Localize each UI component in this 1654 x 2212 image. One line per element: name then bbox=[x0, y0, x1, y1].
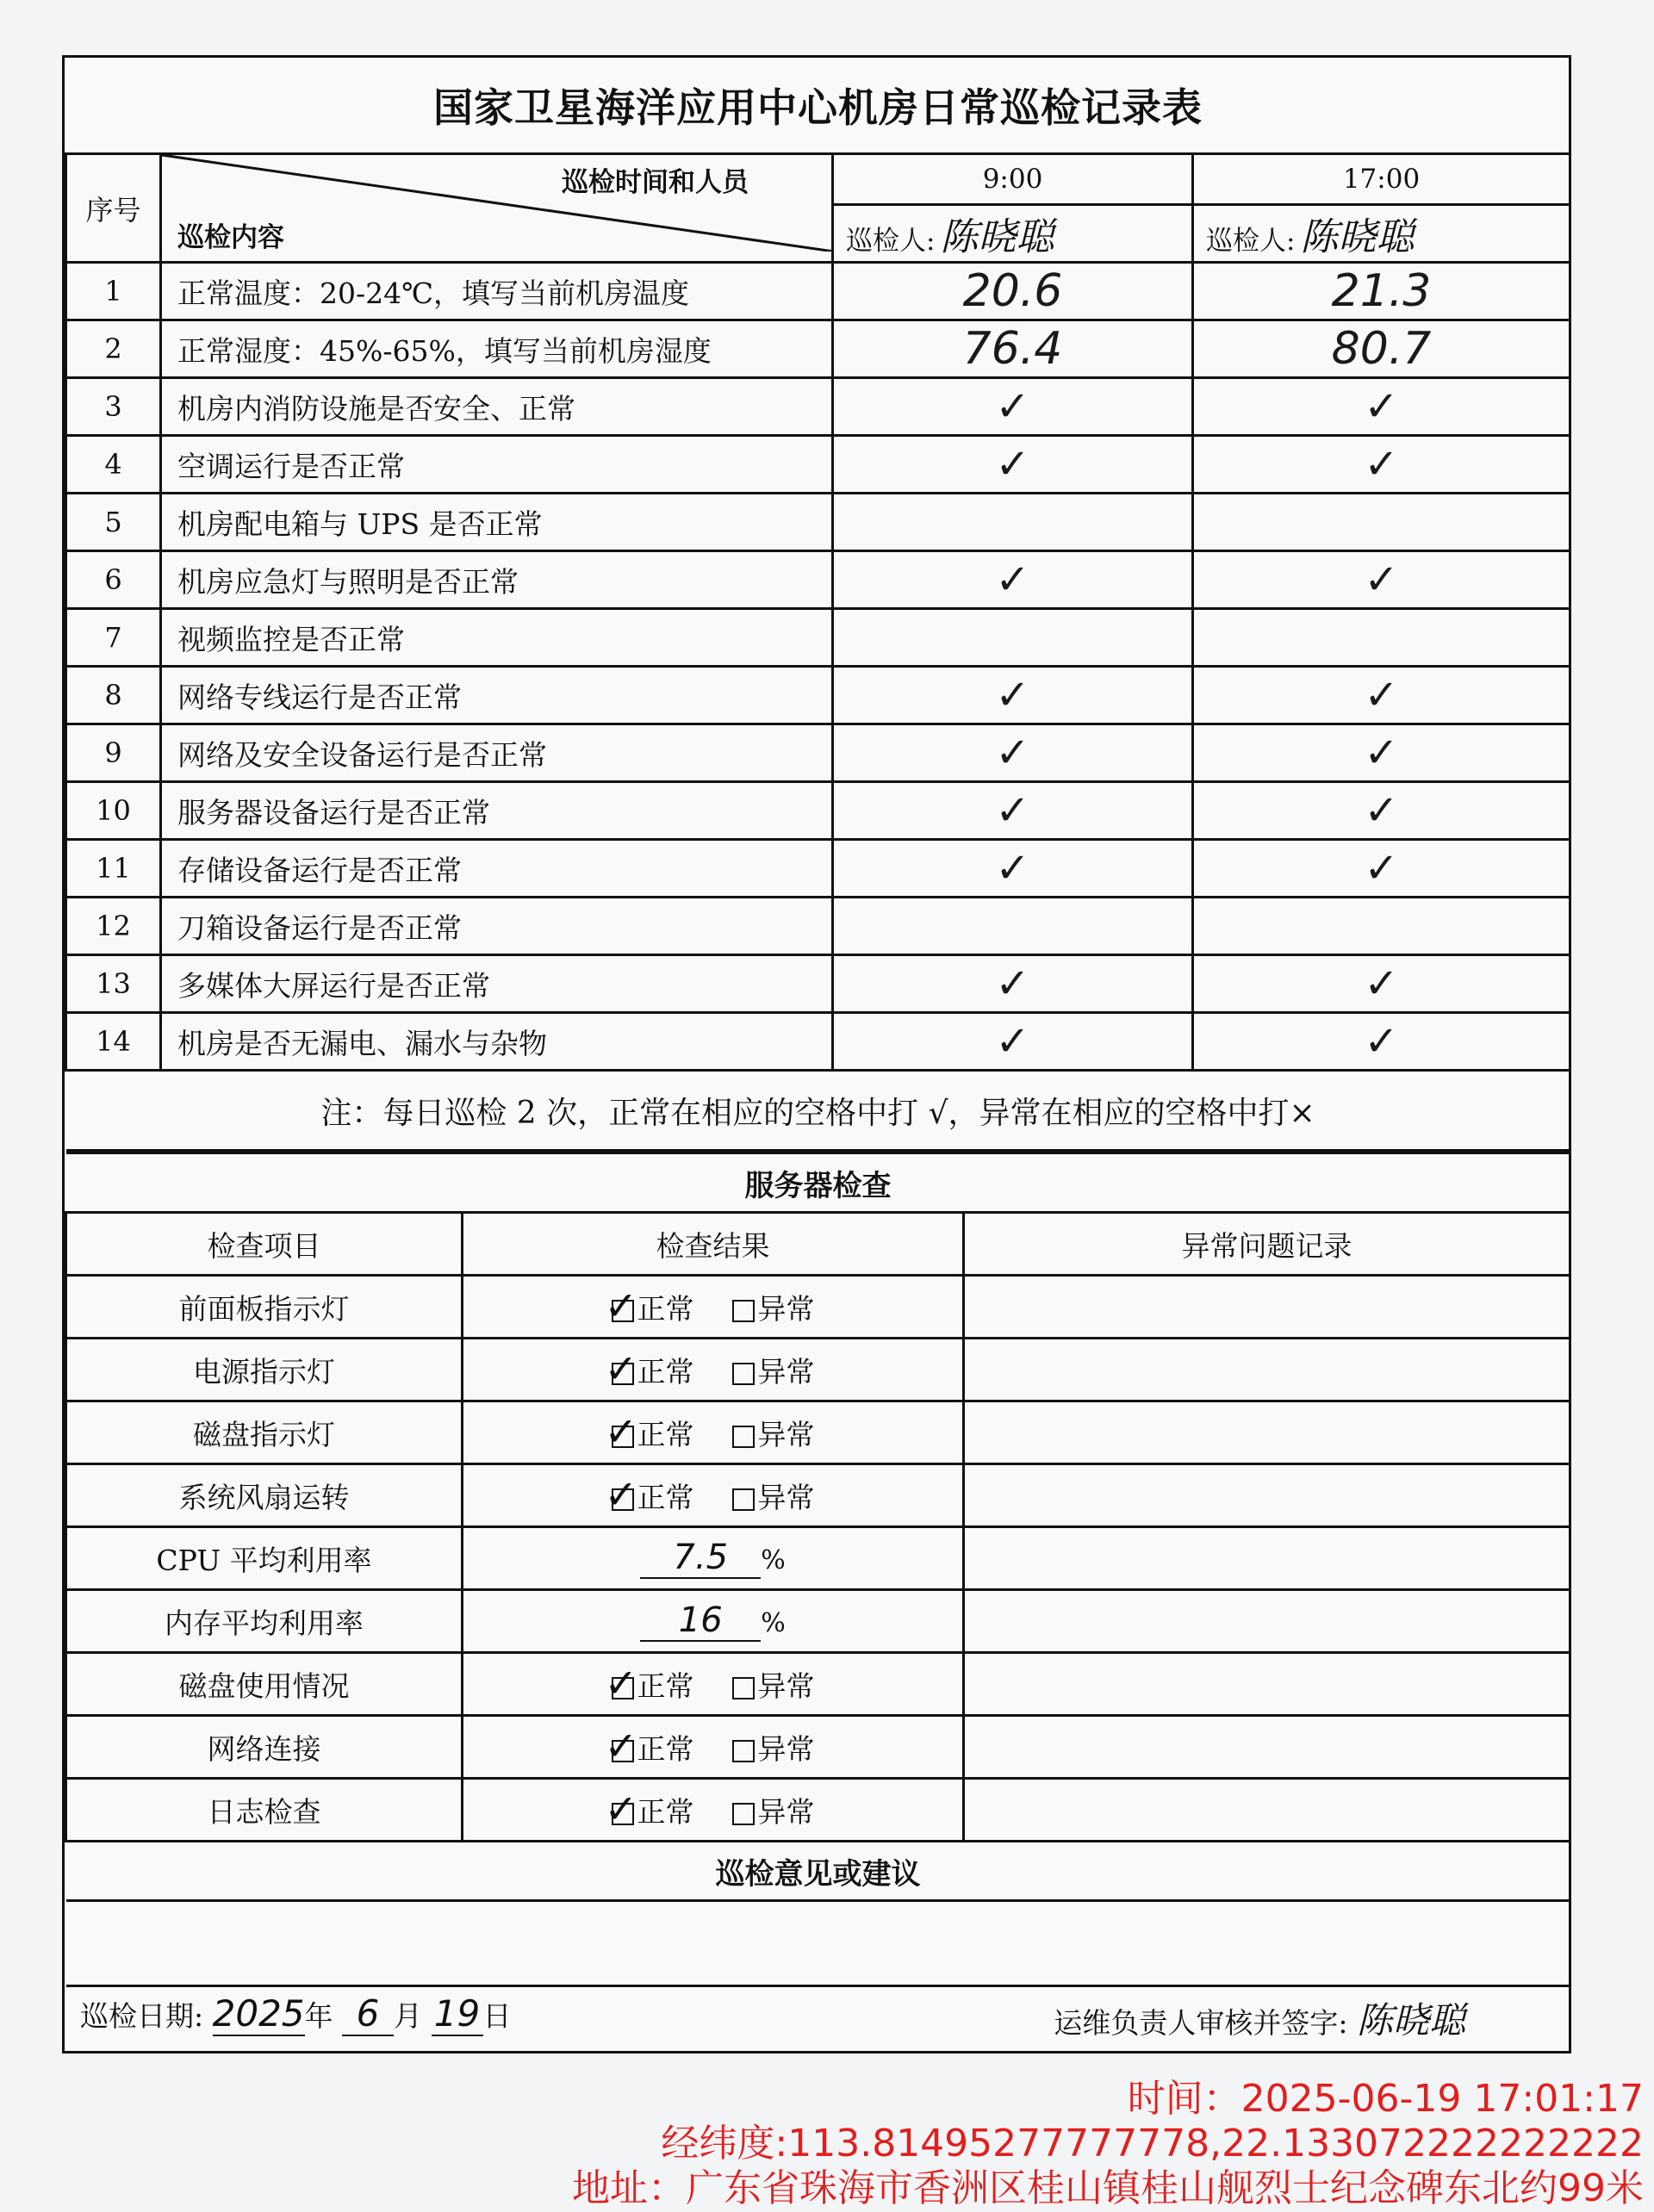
inspector-pm bbox=[1193, 205, 1570, 263]
issue-record-field[interactable] bbox=[964, 1779, 1570, 1842]
check-pm-cell[interactable]: ✓ bbox=[1193, 955, 1570, 1013]
check-am-cell[interactable]: ✓ bbox=[833, 724, 1193, 782]
check-number: 6 bbox=[66, 551, 161, 609]
check-pm-cell[interactable]: ✓ bbox=[1193, 840, 1570, 898]
abnormal-option[interactable] bbox=[732, 1481, 815, 1514]
abnormal-option[interactable] bbox=[732, 1355, 815, 1389]
server-result bbox=[463, 1276, 964, 1339]
check-row bbox=[66, 955, 1570, 1013]
check-am-cell[interactable]: ✓ bbox=[833, 840, 1193, 898]
check-am-cell[interactable]: 76.4 bbox=[833, 320, 1193, 378]
checkbox-icon[interactable] bbox=[732, 1488, 755, 1511]
check-pm-cell[interactable]: ✓ bbox=[1193, 436, 1570, 494]
diagonal-header bbox=[161, 154, 833, 263]
check-am-cell[interactable]: 20.6 bbox=[833, 263, 1193, 320]
check-am-cell[interactable]: ✓ bbox=[833, 1013, 1193, 1071]
check-number: 4 bbox=[66, 436, 161, 494]
check-number: 14 bbox=[66, 1013, 161, 1071]
server-row bbox=[66, 1527, 1570, 1590]
check-row bbox=[66, 551, 1570, 609]
normal-label: 正常 bbox=[637, 1731, 694, 1766]
check-item: 网络及安全设备运行是否正常 bbox=[161, 724, 833, 782]
check-number: 1 bbox=[66, 263, 161, 320]
check-number: 12 bbox=[66, 898, 161, 955]
time-pm-header: 17:00 bbox=[1193, 154, 1570, 205]
check-mark-icon: ✓ bbox=[604, 1659, 638, 1706]
issue-record-field[interactable] bbox=[964, 1527, 1570, 1590]
server-result bbox=[463, 1653, 964, 1716]
check-row bbox=[66, 782, 1570, 840]
server-row bbox=[66, 1716, 1570, 1779]
check-row bbox=[66, 263, 1570, 320]
check-item: 机房应急灯与照明是否正常 bbox=[161, 551, 833, 609]
check-pm-cell[interactable]: ✓ bbox=[1193, 667, 1570, 724]
check-row bbox=[66, 667, 1570, 724]
percent-value[interactable]: 7.5 bbox=[640, 1538, 761, 1579]
check-number: 5 bbox=[66, 494, 161, 551]
check-pm-cell[interactable] bbox=[1193, 898, 1570, 955]
abnormal-option[interactable] bbox=[732, 1795, 815, 1829]
normal-label: 正常 bbox=[637, 1668, 694, 1703]
percent-value[interactable]: 16 bbox=[640, 1600, 761, 1642]
check-item: 正常温度：20-24℃，填写当前机房温度 bbox=[161, 263, 833, 320]
inspector-pm-signature: 陈晓聪 bbox=[1300, 215, 1415, 259]
approver-signature: 陈晓聪 bbox=[1356, 1999, 1465, 2041]
check-am-cell[interactable]: ✓ bbox=[833, 667, 1193, 724]
date-label: 巡检日期: bbox=[80, 1999, 204, 2033]
check-number: 2 bbox=[66, 320, 161, 378]
server-result bbox=[463, 1716, 964, 1779]
abnormal-label: 异常 bbox=[757, 1668, 815, 1703]
check-item: 空调运行是否正常 bbox=[161, 436, 833, 494]
check-am-cell[interactable]: ✓ bbox=[833, 378, 1193, 436]
inspection-date bbox=[80, 1992, 512, 2036]
normal-option[interactable] bbox=[604, 1345, 694, 1392]
check-item: 机房配电箱与 UPS 是否正常 bbox=[161, 494, 833, 551]
form-footer bbox=[65, 1965, 1569, 2051]
check-pm-cell[interactable]: ✓ bbox=[1193, 782, 1570, 840]
check-mark-icon: ✓ bbox=[604, 1722, 638, 1769]
check-number: 10 bbox=[66, 782, 161, 840]
checkbox-icon[interactable] bbox=[604, 1470, 638, 1518]
check-item: 机房内消防设施是否安全、正常 bbox=[161, 378, 833, 436]
check-pm-cell[interactable]: ✓ bbox=[1193, 1013, 1570, 1071]
check-am-cell[interactable]: ✓ bbox=[833, 551, 1193, 609]
check-row bbox=[66, 1013, 1570, 1071]
check-item: 刀箱设备运行是否正常 bbox=[161, 898, 833, 955]
check-am-cell[interactable]: ✓ bbox=[833, 782, 1193, 840]
check-am-cell[interactable] bbox=[833, 898, 1193, 955]
normal-option[interactable] bbox=[604, 1282, 694, 1329]
check-number: 8 bbox=[66, 667, 161, 724]
col-item-header: 检查项目 bbox=[66, 1213, 463, 1276]
normal-option[interactable] bbox=[604, 1407, 694, 1455]
normal-option[interactable] bbox=[604, 1470, 694, 1518]
check-row bbox=[66, 320, 1570, 378]
server-item: 电源指示灯 bbox=[66, 1339, 463, 1401]
checkbox-icon[interactable] bbox=[604, 1722, 638, 1769]
watermark-time: 时间：2025-06-19 17:01:17 bbox=[1127, 2077, 1644, 2121]
server-item: 系统风扇运转 bbox=[66, 1464, 463, 1527]
date-month[interactable]: 6 bbox=[342, 1992, 394, 2036]
abnormal-label: 异常 bbox=[757, 1417, 815, 1451]
check-number: 13 bbox=[66, 955, 161, 1013]
server-item: 前面板指示灯 bbox=[66, 1276, 463, 1339]
check-mark-icon: ✓ bbox=[604, 1282, 638, 1329]
check-mark-icon: ✓ bbox=[604, 1785, 638, 1832]
check-number: 9 bbox=[66, 724, 161, 782]
abnormal-option[interactable] bbox=[732, 1292, 815, 1326]
server-result bbox=[463, 1590, 964, 1653]
col-result-header: 检查结果 bbox=[463, 1213, 964, 1276]
server-item: 磁盘指示灯 bbox=[66, 1401, 463, 1464]
check-item: 存储设备运行是否正常 bbox=[161, 840, 833, 898]
day-unit: 日 bbox=[482, 1999, 512, 2033]
abnormal-label: 异常 bbox=[757, 1291, 815, 1326]
issue-record-field[interactable] bbox=[964, 1590, 1570, 1653]
server-row bbox=[66, 1339, 1570, 1401]
inspector-am-signature: 陈晓聪 bbox=[940, 215, 1054, 259]
date-day[interactable]: 19 bbox=[432, 1992, 483, 2036]
watermark-address: 地址：广东省珠海市香洲区桂山镇桂山舰烈士纪念碑东北约99米 bbox=[572, 2166, 1644, 2210]
server-table bbox=[65, 1152, 1571, 1987]
col-issue-header: 异常问题记录 bbox=[964, 1213, 1570, 1276]
inspection-table bbox=[65, 58, 1571, 1152]
checkbox-icon[interactable] bbox=[732, 1363, 755, 1385]
check-number: 11 bbox=[66, 840, 161, 898]
note-text: 注：每日巡检 2 次，正常在相应的空格中打 √，异常在相应的空格中打× bbox=[66, 1071, 1570, 1151]
check-am-cell[interactable]: ✓ bbox=[833, 955, 1193, 1013]
check-row bbox=[66, 840, 1570, 898]
checkbox-icon[interactable] bbox=[732, 1740, 755, 1762]
inspection-form bbox=[62, 55, 1571, 2054]
abnormal-label: 异常 bbox=[757, 1354, 815, 1389]
form-title: 国家卫星海洋应用中心机房日常巡检记录表 bbox=[66, 58, 1570, 154]
server-result bbox=[463, 1464, 964, 1527]
check-number: 7 bbox=[66, 609, 161, 667]
server-row bbox=[66, 1590, 1570, 1653]
check-row bbox=[66, 494, 1570, 551]
server-result bbox=[463, 1339, 964, 1401]
checkbox-icon[interactable] bbox=[732, 1300, 755, 1322]
server-item: 网络连接 bbox=[66, 1716, 463, 1779]
watermark-coords: 经纬度:113.81495277777778,22.133072222222222 bbox=[661, 2122, 1644, 2165]
issue-record-field[interactable] bbox=[964, 1339, 1570, 1401]
server-item: 磁盘使用情况 bbox=[66, 1653, 463, 1716]
time-am-header: 9:00 bbox=[833, 154, 1193, 205]
normal-option[interactable] bbox=[604, 1722, 694, 1769]
date-year[interactable]: 2025 bbox=[212, 1992, 305, 2035]
normal-label: 正常 bbox=[637, 1417, 694, 1451]
abnormal-label: 异常 bbox=[757, 1480, 815, 1514]
abnormal-label: 异常 bbox=[757, 1731, 815, 1766]
issue-record-field[interactable] bbox=[964, 1464, 1570, 1527]
server-result bbox=[463, 1401, 964, 1464]
issue-record-field[interactable] bbox=[964, 1276, 1570, 1339]
time-people-label: 巡检时间和人员 bbox=[562, 167, 749, 198]
check-pm-cell[interactable]: ✓ bbox=[1193, 551, 1570, 609]
inspector-label: 巡检人: bbox=[1206, 226, 1296, 257]
normal-option[interactable] bbox=[604, 1785, 694, 1832]
approver bbox=[1054, 1992, 1465, 2044]
check-pm-cell[interactable]: 80.7 bbox=[1193, 320, 1570, 378]
server-item: CPU 平均利用率 bbox=[66, 1527, 463, 1590]
check-mark-icon: ✓ bbox=[604, 1407, 638, 1455]
check-pm-cell[interactable] bbox=[1193, 494, 1570, 551]
checkbox-icon[interactable] bbox=[604, 1659, 638, 1706]
normal-option[interactable] bbox=[604, 1659, 694, 1706]
check-mark-icon: ✓ bbox=[604, 1345, 638, 1392]
normal-label: 正常 bbox=[637, 1794, 694, 1829]
percent-sign: % bbox=[761, 1608, 786, 1638]
check-item: 网络专线运行是否正常 bbox=[161, 667, 833, 724]
checkbox-icon[interactable] bbox=[732, 1426, 755, 1448]
check-pm-cell[interactable]: 21.3 bbox=[1193, 263, 1570, 320]
abnormal-option[interactable] bbox=[732, 1669, 815, 1703]
checkbox-icon[interactable] bbox=[732, 1803, 755, 1825]
check-item: 正常湿度：45%-65%，填写当前机房湿度 bbox=[161, 320, 833, 378]
server-row bbox=[66, 1276, 1570, 1339]
inspector-label: 巡检人: bbox=[846, 226, 936, 257]
check-row bbox=[66, 378, 1570, 436]
normal-label: 正常 bbox=[637, 1480, 694, 1514]
check-row bbox=[66, 436, 1570, 494]
server-row bbox=[66, 1779, 1570, 1842]
check-am-cell[interactable] bbox=[833, 494, 1193, 551]
checkbox-icon[interactable] bbox=[604, 1407, 638, 1455]
server-row bbox=[66, 1653, 1570, 1716]
checkbox-icon[interactable] bbox=[604, 1345, 638, 1392]
issue-record-field[interactable] bbox=[964, 1716, 1570, 1779]
seq-header: 序号 bbox=[66, 154, 161, 263]
check-mark-icon: ✓ bbox=[604, 1470, 638, 1518]
checkbox-icon[interactable] bbox=[732, 1677, 755, 1699]
checkbox-icon[interactable] bbox=[604, 1282, 638, 1329]
check-row bbox=[66, 609, 1570, 667]
abnormal-label: 异常 bbox=[757, 1794, 815, 1829]
server-item: 内存平均利用率 bbox=[66, 1590, 463, 1653]
normal-label: 正常 bbox=[637, 1291, 694, 1326]
server-result bbox=[463, 1527, 964, 1590]
check-item: 服务器设备运行是否正常 bbox=[161, 782, 833, 840]
check-am-cell[interactable] bbox=[833, 609, 1193, 667]
server-section-title: 服务器检查 bbox=[66, 1153, 1570, 1213]
abnormal-option[interactable] bbox=[732, 1418, 815, 1451]
check-am-cell[interactable]: ✓ bbox=[833, 436, 1193, 494]
check-number: 3 bbox=[66, 378, 161, 436]
check-item: 视频监控是否正常 bbox=[161, 609, 833, 667]
checkbox-icon[interactable] bbox=[604, 1785, 638, 1832]
check-item: 机房是否无漏电、漏水与杂物 bbox=[161, 1013, 833, 1071]
check-pm-cell[interactable] bbox=[1193, 609, 1570, 667]
approver-label: 运维负责人审核并签字: bbox=[1054, 2006, 1348, 2040]
check-pm-cell[interactable]: ✓ bbox=[1193, 724, 1570, 782]
server-item: 日志检查 bbox=[66, 1779, 463, 1842]
check-row bbox=[66, 898, 1570, 955]
server-row bbox=[66, 1464, 1570, 1527]
abnormal-option[interactable] bbox=[732, 1732, 815, 1766]
issue-record-field[interactable] bbox=[964, 1653, 1570, 1716]
check-pm-cell[interactable]: ✓ bbox=[1193, 378, 1570, 436]
check-item: 多媒体大屏运行是否正常 bbox=[161, 955, 833, 1013]
check-row bbox=[66, 724, 1570, 782]
content-label: 巡检内容 bbox=[177, 222, 284, 253]
server-result bbox=[463, 1779, 964, 1842]
inspector-am bbox=[833, 205, 1193, 263]
server-row bbox=[66, 1401, 1570, 1464]
percent-sign: % bbox=[761, 1545, 786, 1575]
issue-record-field[interactable] bbox=[964, 1401, 1570, 1464]
normal-label: 正常 bbox=[637, 1354, 694, 1389]
year-unit: 年 bbox=[304, 1999, 333, 2033]
month-unit: 月 bbox=[394, 1999, 423, 2033]
opinion-title: 巡检意见或建议 bbox=[66, 1842, 1570, 1901]
